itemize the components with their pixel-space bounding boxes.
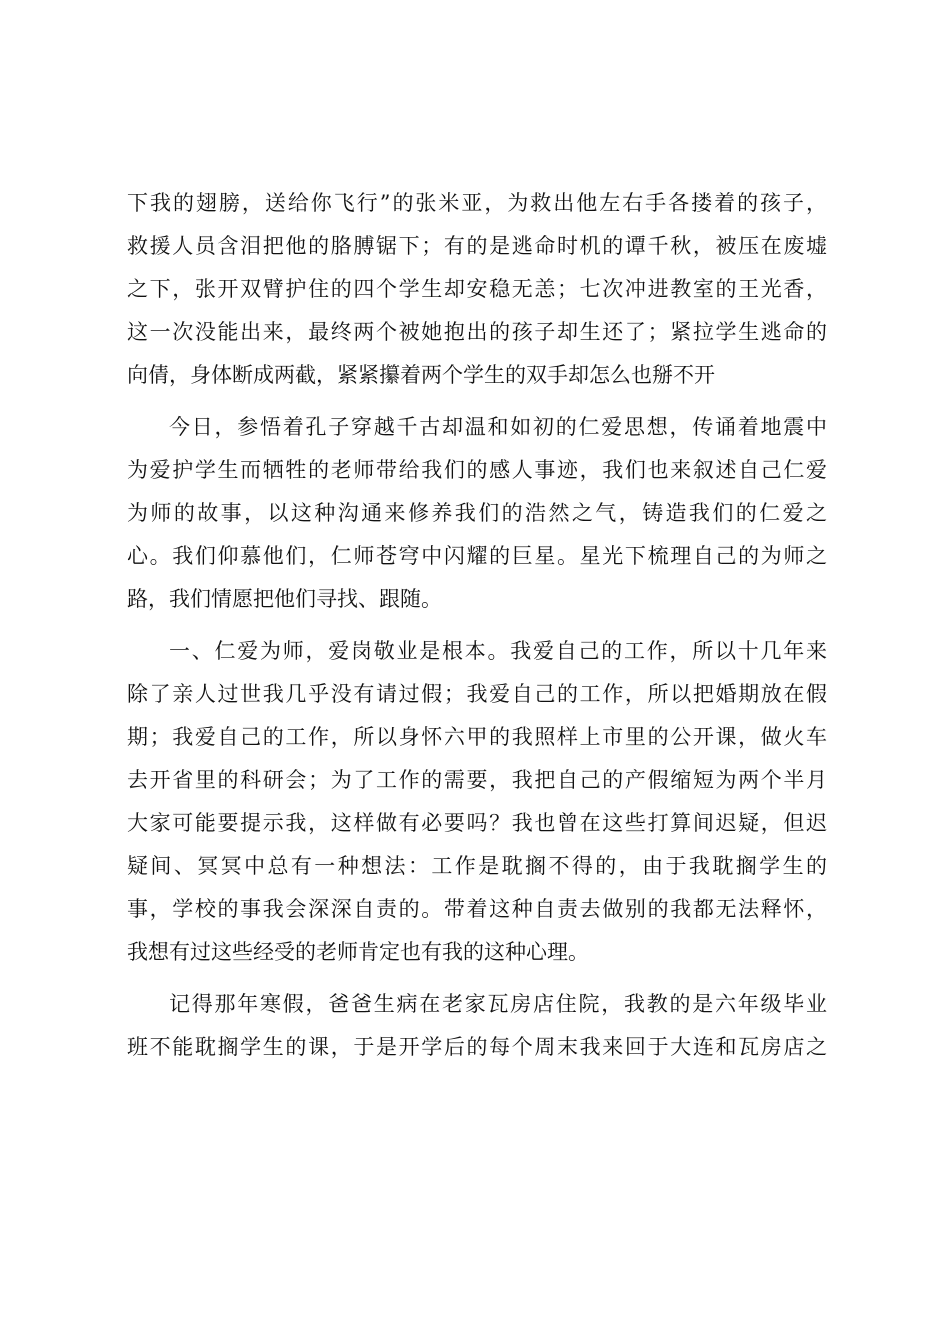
text-line: 向倩，身体断成两截，紧紧攥着两个学生的双手却怎么也掰不开 <box>127 363 715 387</box>
text-line: 除了亲人过世我几乎没有请过假；我爱自己的工作，所以把婚期放在假 <box>127 682 827 706</box>
text-line: 之下，张开双臂护住的四个学生却安稳无恙；七次冲进教室的王光香， <box>127 277 827 301</box>
text-line: 救援人员含泪把他的胳膊锯下；有的是逃命时机的谭千秋，被压在废墟 <box>127 234 827 258</box>
text-line: 路，我们情愿把他们寻找、跟随。 <box>127 587 442 611</box>
text-line: 大家可能要提示我，这样做有必要吗？我也曾在这些打算间迟疑，但迟 <box>127 811 827 835</box>
text-line: 为爱护学生而牺牲的老师带给我们的感人事迹，我们也来叙述自己仁爱 <box>127 458 827 482</box>
text-line: 为师的故事，以这种沟通来修养我们的浩然之气，铸造我们的仁爱之 <box>127 501 827 525</box>
text-line: 期；我爱自己的工作，所以身怀六甲的我照样上市里的公开课，做火车 <box>127 725 827 749</box>
paragraph-gap <box>127 621 827 630</box>
text-line: 下我的翅膀，送给你飞行”的张米亚，为救出他左右手各搂着的孩子， <box>127 191 827 215</box>
text-line: 一、仁爱为师，爱岗敬业是根本。我爱自己的工作，所以十几年来 <box>169 639 827 663</box>
text-line: 这一次没能出来，最终两个被她抱出的孩子却生还了；紧拉学生逃命的 <box>127 320 827 344</box>
paragraph <box>127 182 827 397</box>
text-line: 去开省里的科研会；为了工作的需要，我把自己的产假缩短为两个半月 <box>127 768 827 792</box>
paragraph-gap <box>127 397 827 406</box>
paragraph <box>127 630 827 974</box>
text-line: 我想有过这些经受的老师肯定也有我的这种心理。 <box>127 940 589 964</box>
document-body <box>127 182 827 1069</box>
text-line: 班不能耽搁学生的课，于是开学后的每个周末我来回于大连和瓦房店之 <box>127 1035 827 1059</box>
text-line: 今日，参悟着孔子穿越千古却温和如初的仁爱思想，传诵着地震中 <box>169 415 827 439</box>
text-line: 心。我们仰慕他们，仁师苍穹中闪耀的巨星。星光下梳理自己的为师之 <box>127 544 827 568</box>
paragraph-gap <box>127 974 827 983</box>
text-line: 事，学校的事我会深深自责的。带着这种自责去做别的我都无法释怀， <box>127 897 827 921</box>
paragraph <box>127 983 827 1069</box>
text-line: 疑间、冥冥中总有一种想法：工作是耽搁不得的，由于我耽搁学生的 <box>127 854 827 878</box>
paragraph <box>127 406 827 621</box>
text-line: 记得那年寒假，爸爸生病在老家瓦房店住院，我教的是六年级毕业 <box>169 992 827 1016</box>
